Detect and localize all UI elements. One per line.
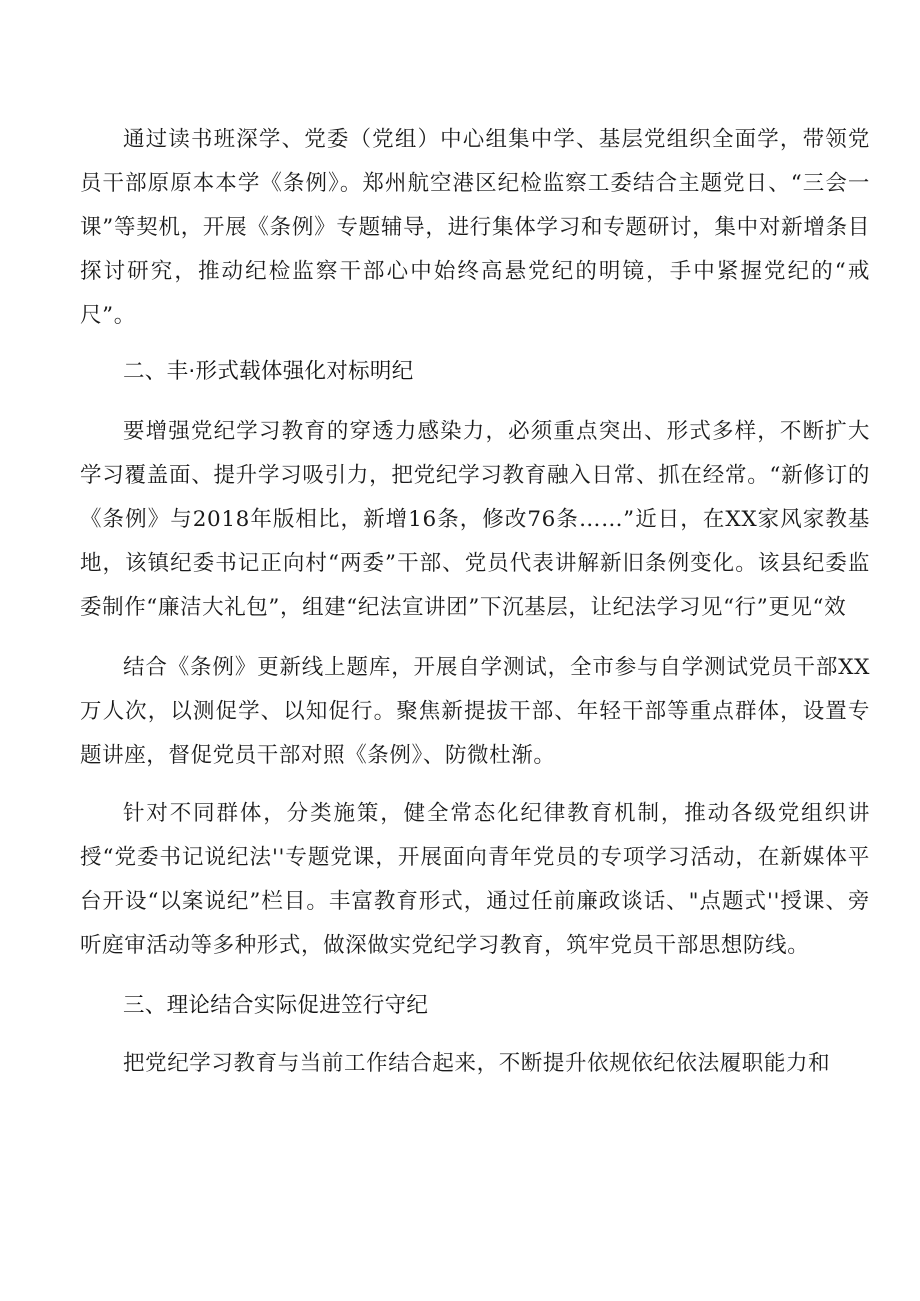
section-heading-two: 二、丰·形式载体强化对标明纪 bbox=[123, 359, 414, 384]
section-heading-three: 三、理论结合实际促进笠行守纪 bbox=[123, 993, 429, 1018]
document-body bbox=[80, 118, 870, 1086]
paragraph-education-forms: 要增强党纪学习教育的穿透力感染力，必须重点突出、形式多样，不断扩大学习覆盖面、提升学习吸引力，把党纪学习教育融入日常、抓在经常。“新修订的《条例》与2018年版相比，新增16条，修改76条……”近日，在XX家风家教基地，该镇纪委书记正向村“两委”干部、党员代表讲解新旧条例变化。该县纪委监委制作“廉洁大礼包”，组建“纪法宣讲团”下沉基层，让纪法学习见“行”更见“效 bbox=[80, 419, 870, 620]
paragraph-online-testing: 结合《条例》更新线上题库，开展自学测试，全市参与自学测试党员干部XX万人次，以测促学、以知促行。聚焦新提拔干部、年轻干部等重点群体，设置专题讲座，督促党员干部对照《条例》、防微杜渐。 bbox=[80, 655, 870, 768]
paragraph-theory-practice: 把党纪学习教育与当前工作结合起来，不断提升依规依纪依法履职能力和 bbox=[123, 1051, 831, 1076]
paragraph-study-methods: 通过读书班深学、党委（党组）中心组集中学、基层党组织全面学，带领党员干部原原本本学《条例》。郑州航空港区纪检监察工委结合主题党日、“三会一课”等契机，开展《条例》专题辅导，进行集体学习和专题研讨，集中对新增条目探讨研究，推动纪检监察干部心中始终高悬党纪的明镜，手中紧握党纪的“戒尺”。 bbox=[80, 127, 870, 328]
paragraph-group-measures: 针对不同群体，分类施策，健全常态化纪律教育机制，推动各级党组织讲授“党委书记说纪法''专题党课，开展面向青年党员的专项学习活动，在新媒体平台开设“以案说纪”栏目。丰富教育形式，通过任前廉政谈话、"点题式''授课、旁听庭审活动等多种形式，做深做实党纪学习教育，筑牢党员干部思想防线。 bbox=[80, 801, 870, 958]
